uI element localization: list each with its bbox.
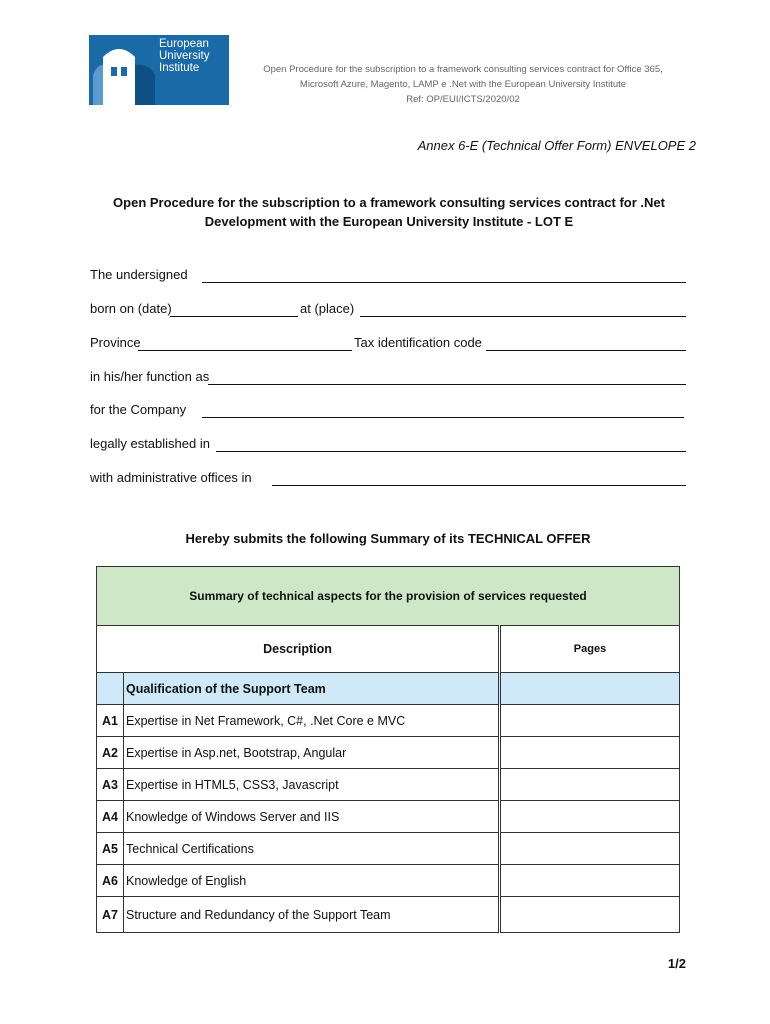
row-pages-cell[interactable] xyxy=(500,865,680,897)
document-header xyxy=(230,62,696,107)
table-row xyxy=(97,705,680,737)
row-label: Knowledge of English xyxy=(124,865,500,897)
province-field xyxy=(90,335,686,353)
row-label: Expertise in HTML5, CSS3, Javascript xyxy=(124,769,500,801)
table-banner: Summary of technical aspects for the provision of services requested xyxy=(97,567,680,626)
row-pages-cell[interactable] xyxy=(500,769,680,801)
offices-label: with administrative offices in xyxy=(90,470,252,485)
row-code: A6 xyxy=(97,865,124,897)
title-line-1: Open Procedure for the subscription to a framework consulting services contract for .Net xyxy=(113,195,665,210)
row-code: A2 xyxy=(97,737,124,769)
established-field xyxy=(90,436,686,454)
row-code: A3 xyxy=(97,769,124,801)
birth-place-input-line[interactable] xyxy=(360,316,686,317)
tax-code-input-line[interactable] xyxy=(486,350,686,351)
logo-line-2: University xyxy=(159,50,210,62)
company-field xyxy=(90,402,686,420)
page-number: 1/2 xyxy=(667,956,686,971)
row-label: Expertise in Net Framework, C#, .Net Core e MVC xyxy=(124,705,500,737)
table-row xyxy=(97,737,680,769)
table-row xyxy=(97,865,680,897)
birth-field xyxy=(90,301,686,319)
undersigned-input-line[interactable] xyxy=(202,282,686,283)
pages-header: Pages xyxy=(500,626,680,673)
title-line-2: Development with the European University Institute - LOT E xyxy=(204,214,574,229)
building-icon xyxy=(89,35,157,105)
table-row xyxy=(97,833,680,865)
established-label: legally established in xyxy=(90,436,210,451)
logo-line-3: Institute xyxy=(159,62,200,74)
technical-summary-table xyxy=(96,566,680,933)
undersigned-field xyxy=(90,267,686,285)
offices-input-line[interactable] xyxy=(272,485,686,486)
table-row xyxy=(97,897,680,933)
row-label: Technical Certifications xyxy=(124,833,500,865)
offices-field xyxy=(90,470,686,488)
submission-heading: Hereby submits the following Summary of its TECHNICAL OFFER xyxy=(185,531,591,546)
row-code: A4 xyxy=(97,801,124,833)
row-label: Knowledge of Windows Server and IIS xyxy=(124,801,500,833)
row-label: Structure and Redundancy of the Support Team xyxy=(124,897,500,933)
section-pages-cell xyxy=(500,673,680,705)
province-input-line[interactable] xyxy=(138,350,352,351)
company-label: for the Company xyxy=(90,402,187,417)
company-input-line[interactable] xyxy=(202,417,684,418)
birth-date-input-line[interactable] xyxy=(170,316,298,317)
function-label: in his/her function as xyxy=(90,369,210,384)
row-label: Expertise in Asp.net, Bootstrap, Angular xyxy=(124,737,500,769)
description-header: Description xyxy=(97,626,500,673)
header-line-1: Open Procedure for the subscription to a framework consulting services contract for Office 365, xyxy=(263,64,663,75)
tax-code-label: Tax identification code xyxy=(354,335,482,350)
logo-line-1: European xyxy=(159,38,209,50)
row-pages-cell[interactable] xyxy=(500,897,680,933)
province-label: Province xyxy=(90,335,141,350)
function-input-line[interactable] xyxy=(208,384,686,385)
section-row xyxy=(97,673,680,705)
established-input-line[interactable] xyxy=(216,451,686,452)
row-pages-cell[interactable] xyxy=(500,833,680,865)
row-pages-cell[interactable] xyxy=(500,801,680,833)
table-row xyxy=(97,801,680,833)
row-pages-cell[interactable] xyxy=(500,705,680,737)
function-field xyxy=(90,369,686,387)
section-code-cell xyxy=(97,673,124,705)
document-title xyxy=(100,193,678,231)
eui-logo xyxy=(89,35,229,105)
annex-label: Annex 6-E (Technical Offer Form) ENVELOPE 2 xyxy=(417,138,696,153)
header-line-2: Microsoft Azure, Magento, LAMP e .Net with the European University Institute xyxy=(299,79,627,90)
table-row xyxy=(97,769,680,801)
header-reference: Ref: OP/EUI/ICTS/2020/02 xyxy=(406,94,520,105)
row-pages-cell[interactable] xyxy=(500,737,680,769)
born-on-label: born on (date) xyxy=(90,301,172,316)
section-title: Qualification of the Support Team xyxy=(124,673,500,705)
at-place-label: at (place) xyxy=(300,301,355,316)
logo-text xyxy=(157,35,209,105)
undersigned-label: The undersigned xyxy=(90,267,188,282)
row-code: A7 xyxy=(97,897,124,933)
row-code: A5 xyxy=(97,833,124,865)
row-code: A1 xyxy=(97,705,124,737)
